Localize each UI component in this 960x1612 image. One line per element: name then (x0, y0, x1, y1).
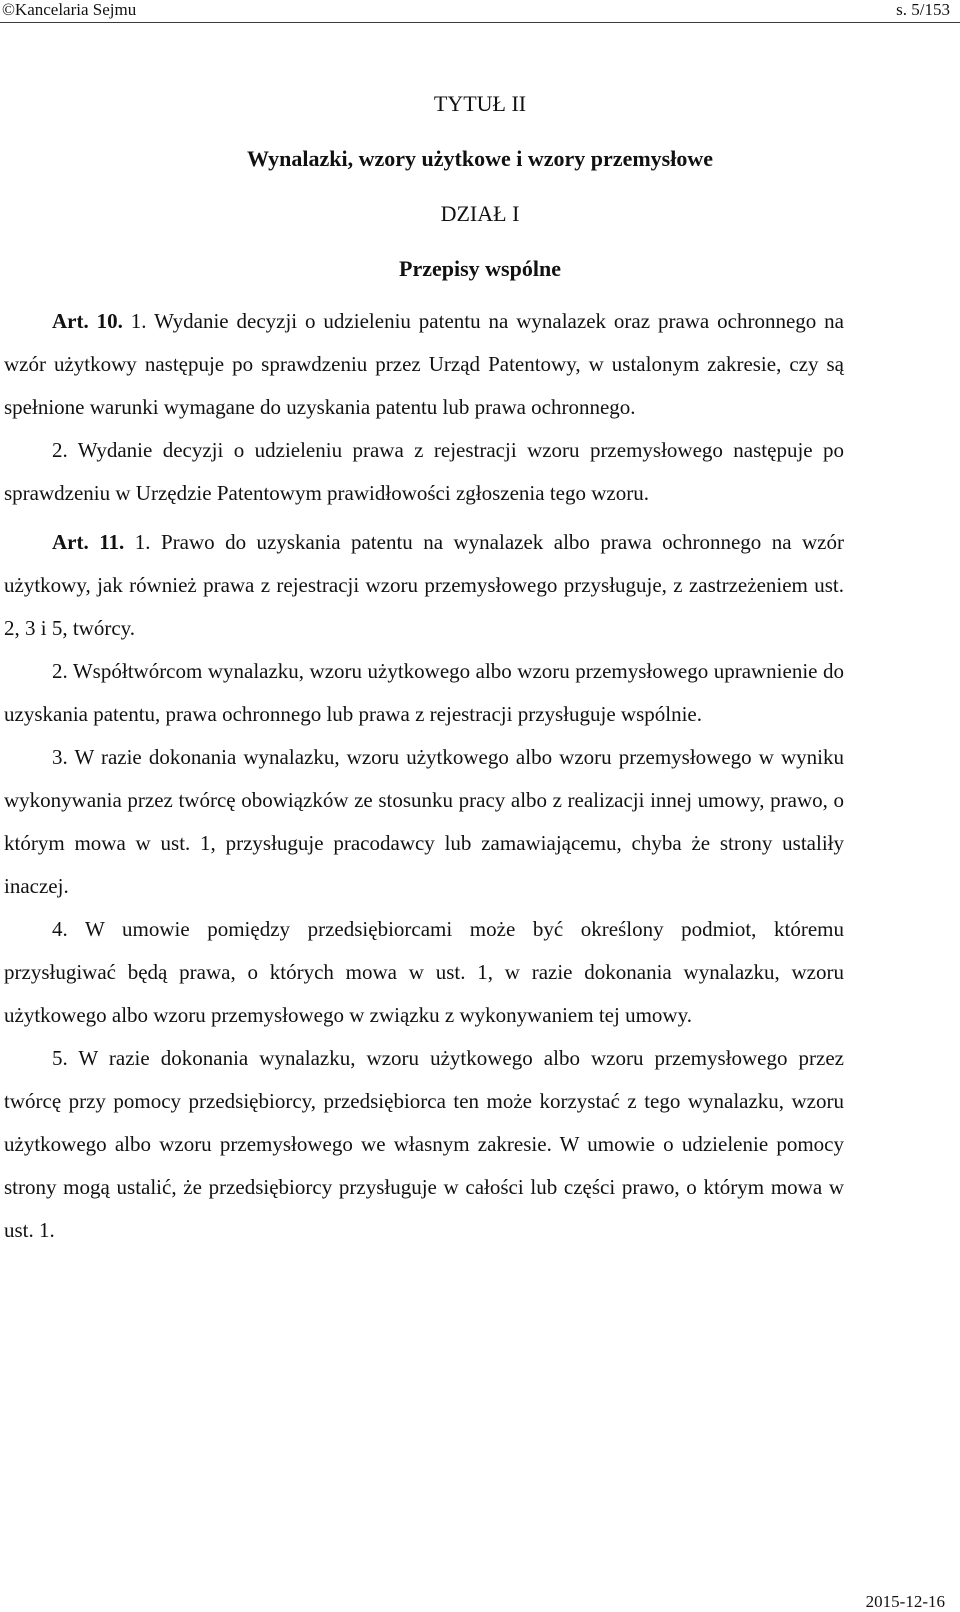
paragraph-text: 1. Wydanie decyzji o udzieleniu patentu na wynalazek oraz prawa ochronnego na wzór użytkowy następuje po sprawdzeniu przez Urząd Patentowy, w ustalonym zakresie, czy są spełnione warunki wymagane do uzyskania patentu lub prawa ochronnego. (4, 309, 845, 419)
article-paragraph (4, 650, 844, 736)
paragraph-text: 4. W umowie pomiędzy przedsiębiorcami może być określony podmiot, któremu przysługiwać będą prawa, o których mowa w ust. 1, w razie dokonania wynalazku, wzoru użytkowego albo wzoru przemysłowego w związku z wykonywaniem tej umowy. (4, 917, 844, 1027)
paragraph-text: 3. W razie dokonania wynalazku, wzoru użytkowego albo wzoru przemysłowego w wyniku wykonywania przez twórcę obowiązków ze stosunku pracy albo z realizacji innej umowy, prawo, o którym mowa w ust. 1, przysługuje pracodawcy lub zamawiającemu, chyba że strony ustaliły inaczej. (4, 745, 844, 898)
paragraph-text: 5. W razie dokonania wynalazku, wzoru użytkowego albo wzoru przemysłowego przez twórcę przy pomocy przedsiębiorcy, przedsiębiorca ten może korzystać z tego wynalazku, wzoru użytkowego albo wzoru przemysłowego we własnym zakresie. W umowie o udzielenie pomocy strony mogą ustalić, że przedsiębiorcy przysługuje w całości lub części prawo, o którym mowa w ust. 1. (4, 1046, 844, 1242)
document-headings (0, 84, 960, 304)
article-paragraph (4, 908, 844, 1037)
title-name: Wynalazki, wzory użytkowe i wzory przemysłowe (247, 146, 713, 171)
document-body (4, 300, 844, 1252)
footer-date: 2015-12-16 (865, 1592, 945, 1611)
page-number: s. 5/153 (896, 0, 950, 19)
section-number: DZIAŁ I (440, 201, 520, 226)
paragraph-text: 2. Wydanie decyzji o udzieleniu prawa z rejestracji wzoru przemysłowego następuje po sprawdzeniu w Urzędzie Patentowym prawidłowości zgłoszenia tego wzoru. (4, 438, 844, 505)
article-paragraph (4, 429, 844, 515)
copyright-notice: ©Kancelaria Sejmu (2, 0, 137, 19)
article-paragraph (4, 1037, 844, 1252)
paragraph-text: 1. Prawo do uzyskania patentu na wynalazek albo prawa ochronnego na wzór użytkowy, jak również prawa z rejestracji wzoru przemysłowego przysługuje, z zastrzeżeniem ust. 2, 3 i 5, twórcy. (4, 530, 844, 640)
article-paragraph (4, 300, 844, 429)
title-number: TYTUŁ II (433, 91, 527, 116)
page-header (0, 0, 960, 23)
paragraph-text: 2. Współtwórcom wynalazku, wzoru użytkowego albo wzoru przemysłowego uprawnienie do uzyskania patentu, prawa ochronnego lub prawa z rejestracji przysługuje wspólnie. (4, 659, 844, 726)
article-label: Art. 10. (52, 309, 123, 333)
article-label: Art. 11. (52, 530, 125, 554)
article-paragraph (4, 521, 844, 650)
section-name: Przepisy wspólne (399, 256, 561, 281)
article-paragraph (4, 736, 844, 908)
